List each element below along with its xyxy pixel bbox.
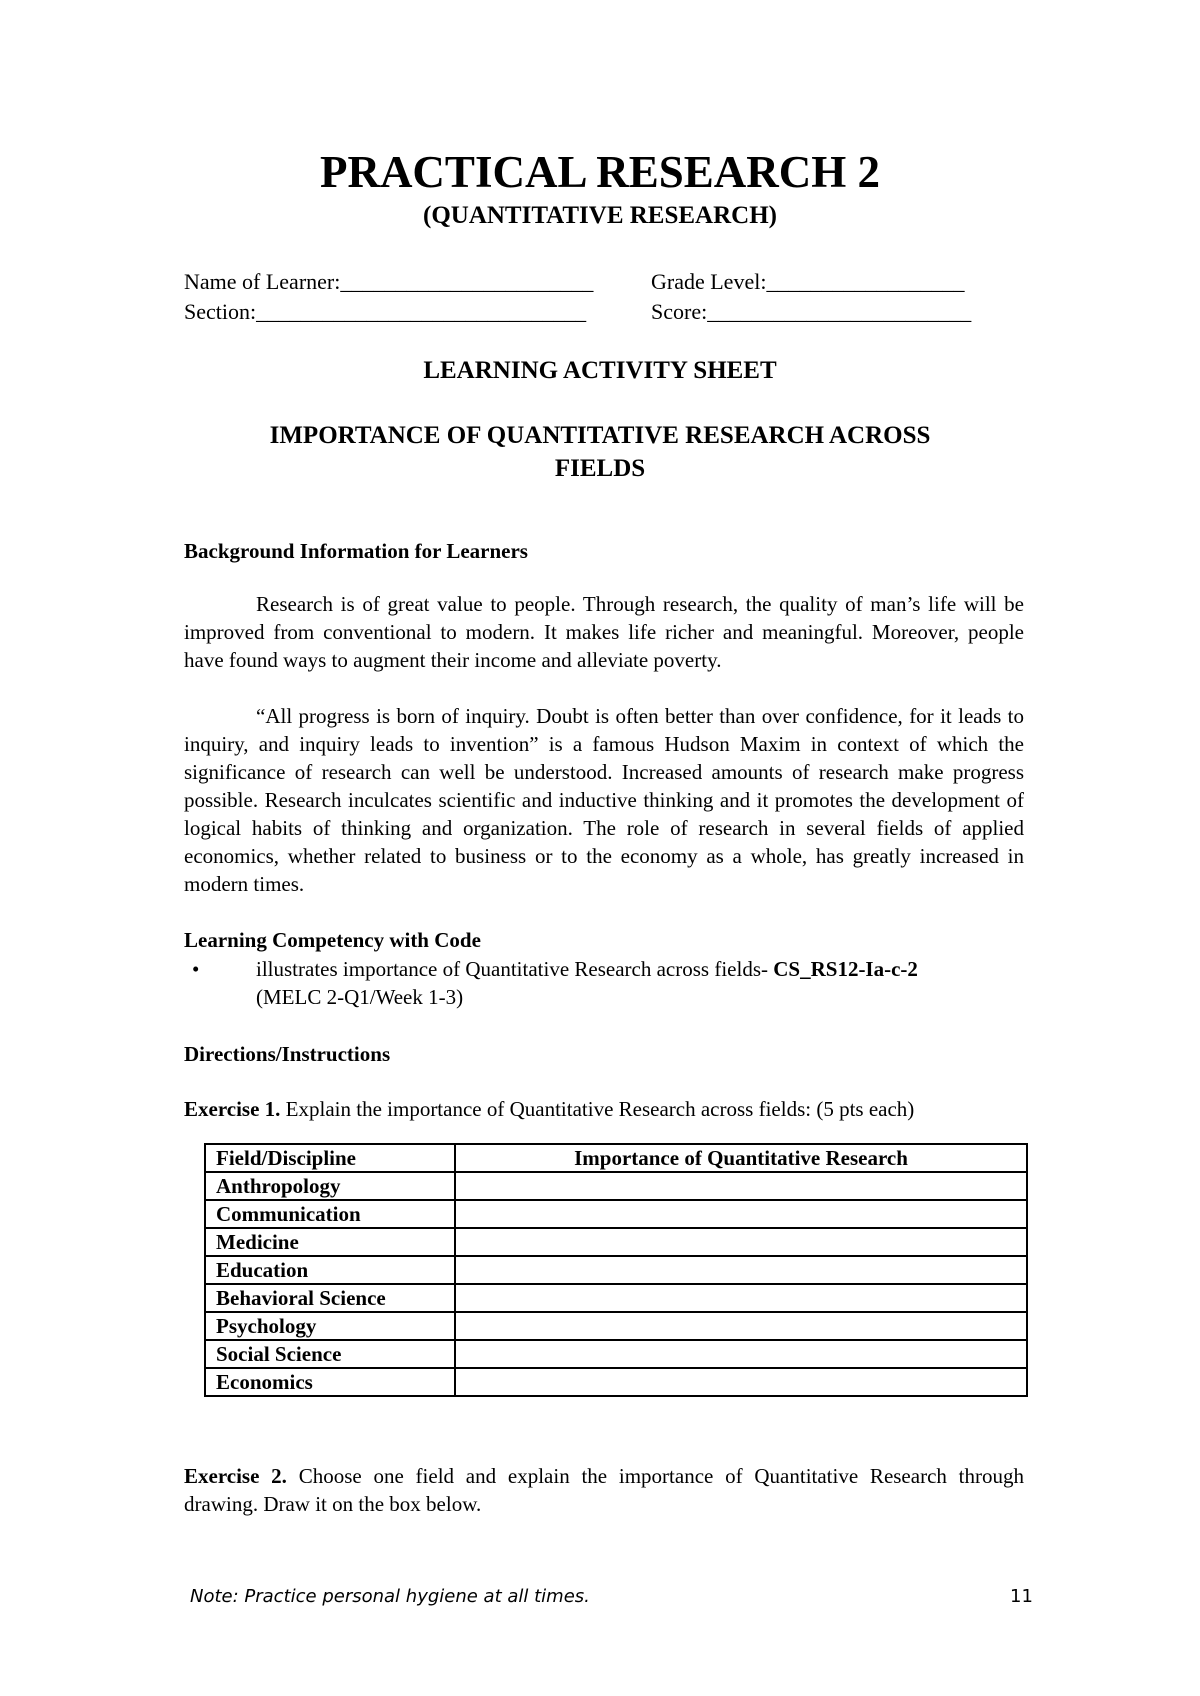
table-row bbox=[205, 1340, 1027, 1368]
table-row bbox=[205, 1368, 1027, 1396]
answer-cell[interactable] bbox=[455, 1228, 1027, 1256]
answer-cell[interactable] bbox=[455, 1172, 1027, 1200]
bullet-icon: • bbox=[192, 957, 200, 981]
topic-heading-line2: FIELDS bbox=[554, 455, 646, 482]
field-cell: Anthropology bbox=[205, 1172, 455, 1200]
name-label: Name of Learner: bbox=[184, 269, 341, 294]
score-label: Score: bbox=[651, 299, 708, 324]
document-subtitle: (QUANTITATIVE RESEARCH) bbox=[423, 202, 777, 229]
grade-label: Grade Level: bbox=[651, 269, 767, 294]
section-field bbox=[184, 298, 586, 326]
name-of-learner-field bbox=[184, 268, 593, 296]
column-header-importance: Importance of Quantitative Research bbox=[455, 1144, 1027, 1172]
field-cell: Psychology bbox=[205, 1312, 455, 1340]
name-blank[interactable]: _______________________ bbox=[340, 269, 594, 294]
table-row bbox=[205, 1200, 1027, 1228]
answer-cell[interactable] bbox=[455, 1200, 1027, 1228]
competency-text: illustrates importance of Quantitative Research across fields- bbox=[256, 957, 774, 981]
answer-cell[interactable] bbox=[455, 1368, 1027, 1396]
section-blank[interactable]: ______________________________ bbox=[256, 299, 587, 324]
footer-note: Note: Practice personal hygiene at all times. bbox=[190, 1586, 590, 1607]
background-paragraph-1: Research is of great value to people. Through research, the quality of man’s life will be improved from conventional to modern. It makes life richer and meaningful. Moreover, people have found ways to augment their income and alleviate poverty. bbox=[184, 592, 1024, 672]
grade-blank[interactable]: __________________ bbox=[766, 269, 965, 294]
competency-melc: (MELC 2-Q1/Week 1-3) bbox=[256, 985, 464, 1009]
exercise-1-label: Exercise 1. bbox=[184, 1097, 281, 1121]
table-header-row bbox=[205, 1144, 1027, 1172]
field-cell: Social Science bbox=[205, 1340, 455, 1368]
answer-cell[interactable] bbox=[455, 1284, 1027, 1312]
answer-cell[interactable] bbox=[455, 1256, 1027, 1284]
exercise-2-text: Choose one field and explain the importance of Quantitative Research through drawing. Draw it on the box below. bbox=[184, 1464, 1024, 1516]
table-row bbox=[205, 1284, 1027, 1312]
score-field bbox=[651, 298, 971, 326]
competency-heading: Learning Competency with Code bbox=[184, 928, 481, 952]
exercise-2-instruction bbox=[184, 1462, 1024, 1518]
background-heading: Background Information for Learners bbox=[184, 539, 528, 563]
field-cell: Medicine bbox=[205, 1228, 455, 1256]
document-title: PRACTICAL RESEARCH 2 bbox=[319, 147, 881, 197]
table-row bbox=[205, 1228, 1027, 1256]
background-paragraph-2: “All progress is born of inquiry. Doubt is often better than over confidence, for it leads to inquiry, and inquiry leads to invention” is a famous Hudson Maxim in context of which the significance of research can well be understood. Increased amounts of research make progress possible. Research inculcates scientific and inductive thinking and it promotes the development of logical habits of thinking and organization. The role of research in several fields of applied economics, whether related to business or to the economy as a whole, has greatly increased in modern times. bbox=[184, 704, 1024, 896]
page-number: 11 bbox=[1010, 1586, 1033, 1607]
answer-cell[interactable] bbox=[455, 1312, 1027, 1340]
table-row bbox=[205, 1312, 1027, 1340]
fields-table bbox=[204, 1143, 1028, 1397]
sheet-type-heading: LEARNING ACTIVITY SHEET bbox=[423, 357, 777, 384]
column-header-field: Field/Discipline bbox=[205, 1144, 455, 1172]
table-row bbox=[205, 1172, 1027, 1200]
exercise-1-text: Explain the importance of Quantitative Research across fields: (5 pts each) bbox=[280, 1097, 915, 1121]
exercise-2-label: Exercise 2. bbox=[184, 1464, 287, 1488]
competency-bullet bbox=[256, 955, 1036, 983]
answer-cell[interactable] bbox=[455, 1340, 1027, 1368]
competency-code: CS_RS12-Ia-c-2 bbox=[773, 957, 918, 981]
field-cell: Behavioral Science bbox=[205, 1284, 455, 1312]
directions-heading: Directions/Instructions bbox=[184, 1042, 391, 1066]
exercise-1-instruction bbox=[184, 1095, 1044, 1123]
field-cell: Communication bbox=[205, 1200, 455, 1228]
field-cell: Economics bbox=[205, 1368, 455, 1396]
score-blank[interactable]: ________________________ bbox=[707, 299, 972, 324]
topic-heading-line1: IMPORTANCE OF QUANTITATIVE RESEARCH ACROSS bbox=[269, 422, 931, 449]
table-row bbox=[205, 1256, 1027, 1284]
section-label: Section: bbox=[184, 299, 257, 324]
field-cell: Education bbox=[205, 1256, 455, 1284]
grade-level-field bbox=[651, 268, 964, 296]
